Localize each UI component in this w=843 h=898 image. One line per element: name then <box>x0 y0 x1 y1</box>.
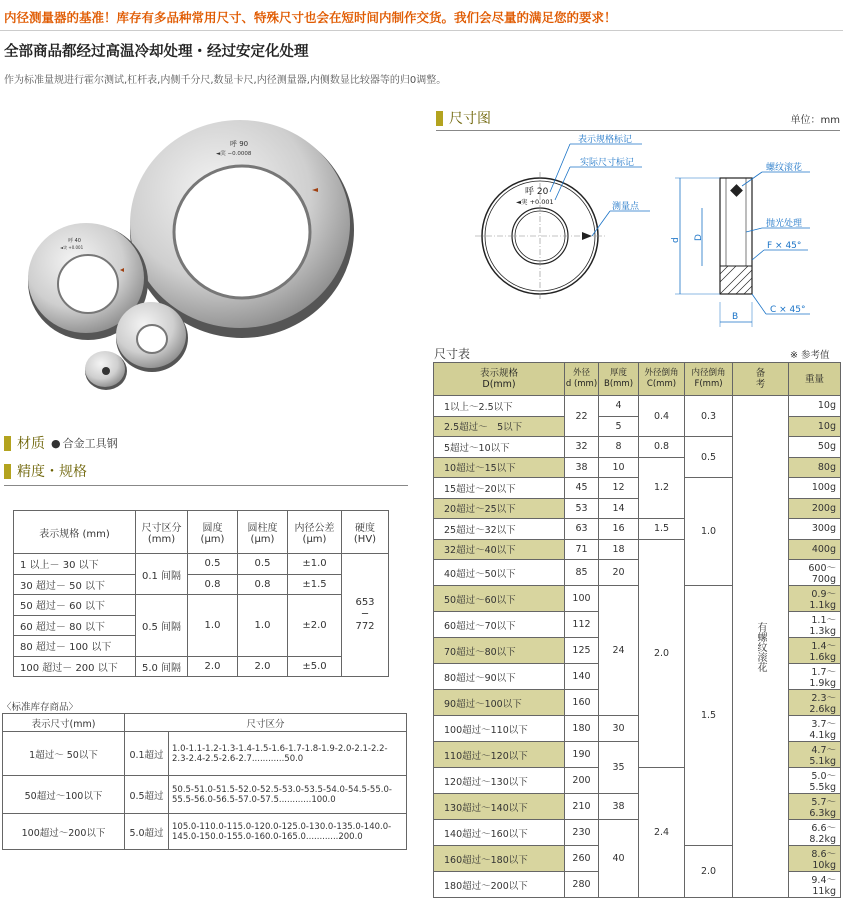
material-section <box>4 433 118 453</box>
product-photo <box>20 120 365 395</box>
weight-cell: 300g <box>789 519 841 540</box>
tolerance-cell: ±1.0 <box>288 554 342 575</box>
dim-d-inner: D <box>694 234 704 241</box>
thickness-cell: 10 <box>599 457 639 478</box>
spec-cell: 120超过～130以下 <box>434 768 565 794</box>
dim-b: B <box>732 312 739 322</box>
spec-cell: 60超过～70以下 <box>434 612 565 638</box>
table-row <box>14 554 389 575</box>
tolerance-cell: ±1.5 <box>288 574 342 595</box>
dimtable-note: ※ 参考值 <box>790 350 830 361</box>
tolerance-cell: ±5.0 <box>288 656 342 677</box>
f-cell: 2.0 <box>685 846 733 898</box>
spec-cell: 50超过～60以下 <box>434 586 565 612</box>
diagram-title: 尺寸图 <box>449 111 491 127</box>
dimtable-title: 尺寸表 <box>434 347 471 361</box>
material-title: 材质 <box>17 436 45 452</box>
thickness-cell: 35 <box>599 742 639 794</box>
col-header: 尺寸区分 (mm) <box>136 511 188 554</box>
weight-cell: 100g <box>789 478 841 499</box>
section-marker <box>4 464 11 479</box>
spec-cell: 15超过～20以下 <box>434 478 565 499</box>
spec-cell: 5超过～10以下 <box>434 437 565 458</box>
col-header: 备 考 <box>733 363 789 396</box>
weight-cell: 10g <box>789 416 841 437</box>
diagram-section-header <box>436 108 840 131</box>
unit-label: 单位：mm <box>790 114 840 126</box>
table-row <box>14 595 389 616</box>
col-header: 硬度 (HV) <box>342 511 389 554</box>
c-cell: 1.5 <box>639 519 685 540</box>
ring-mark-2: ◄実 +0.001 <box>516 198 554 206</box>
weight-cell: 2.3～2.6kg <box>789 690 841 716</box>
stock-step: 0.5超过 <box>125 776 169 814</box>
division-cell: 5.0 间隔 <box>136 656 188 677</box>
f-cell: 1.5 <box>685 586 733 846</box>
c-cell: 0.8 <box>639 437 685 458</box>
dimension-table <box>433 362 841 898</box>
thickness-cell: 8 <box>599 437 639 458</box>
spec-cell: 90超过～100以下 <box>434 690 565 716</box>
od-cell: 112 <box>565 612 599 638</box>
roundness-cell: 2.0 <box>188 656 238 677</box>
spec-cell: 2.5超过～ 5以下 <box>434 416 565 437</box>
table-row <box>3 776 407 814</box>
spec-cell: 40超过～50以下 <box>434 560 565 586</box>
spec-cell: 32超过～40以下 <box>434 539 565 560</box>
label-f: F × 45° <box>767 241 802 251</box>
roundness-cell: 0.8 <box>188 574 238 595</box>
thickness-cell: 40 <box>599 820 639 898</box>
weight-cell: 80g <box>789 457 841 478</box>
od-cell: 260 <box>565 846 599 872</box>
ring-mark-1: 呼 20 <box>525 187 549 197</box>
spec-cell: 20超过～25以下 <box>434 498 565 519</box>
material-value: 合金工具钢 <box>62 437 118 450</box>
thickness-cell: 20 <box>599 560 639 586</box>
weight-cell: 200g <box>789 498 841 519</box>
large-ring-label: 呼 90 <box>230 140 249 148</box>
spec-cell: 10超过～15以下 <box>434 457 565 478</box>
col-header: 圆度 (μm) <box>188 511 238 554</box>
tiny-ring <box>85 351 127 390</box>
table-row <box>434 396 841 417</box>
thickness-cell: 18 <box>599 539 639 560</box>
cylindricity-cell: 1.0 <box>238 595 288 657</box>
weight-cell: 1.4～1.6kg <box>789 638 841 664</box>
label-actual: 实际尺寸标记 <box>580 158 635 168</box>
thickness-cell: 4 <box>599 396 639 417</box>
spec-range: 100 超过－ 200 以下 <box>14 656 136 677</box>
table-row <box>14 656 389 677</box>
large-ring-value: ◄実 −0.0008 <box>216 151 252 157</box>
precision-title: 精度・规格 <box>17 464 87 480</box>
page-headline: 内径测量器的基准！库存有多品种常用尺寸、特殊尺寸也会在短时间内制作交货。我们会尽量的满足您的要求！ <box>4 10 617 25</box>
stock-step: 0.1超过 <box>125 732 169 776</box>
thickness-cell: 38 <box>599 794 639 820</box>
division-cell: 0.5 间隔 <box>136 595 188 657</box>
division-cell: 0.1 间隔 <box>136 554 188 595</box>
weight-cell: 5.0～5.5kg <box>789 768 841 794</box>
roundness-cell: 0.5 <box>188 554 238 575</box>
od-cell: 38 <box>565 457 599 478</box>
c-cell: 1.2 <box>639 457 685 519</box>
stock-range: 50超过～100以下 <box>3 776 125 814</box>
od-cell: 71 <box>565 539 599 560</box>
spec-cell: 180超过～200以下 <box>434 872 565 898</box>
stock-sizes: 1.0-1.1-1.2-1.3-1.4-1.5-1.6-1.7-1.8-1.9-2.0-2.1-2.2-2.3-2.4-2.5-2.6-2.7............50.0 <box>169 732 407 776</box>
section-marker <box>436 111 443 126</box>
spec-cell: 160超过～180以下 <box>434 846 565 872</box>
spec-cell: 80超过～90以下 <box>434 664 565 690</box>
cylindricity-cell: 0.8 <box>238 574 288 595</box>
cylindricity-cell: 2.0 <box>238 656 288 677</box>
weight-cell: 4.7～5.1kg <box>789 742 841 768</box>
table-row <box>3 814 407 850</box>
label-polish: 抛光处理 <box>766 219 803 229</box>
thickness-cell: 12 <box>599 478 639 499</box>
spec-range: 60 超过－ 80 以下 <box>14 615 136 636</box>
intro-text: 作为标准量规进行霍尔测试,杠杆表,内侧千分尺,数显卡尺,内径测量器,内侧数显比较器等的归0调整。 <box>4 75 447 86</box>
thickness-cell: 24 <box>599 586 639 716</box>
od-cell: 180 <box>565 716 599 742</box>
spec-cell: 70超过～80以下 <box>434 638 565 664</box>
dimension-drawing <box>470 132 840 332</box>
f-cell: 1.0 <box>685 478 733 586</box>
label-spec: 表示规格标记 <box>578 135 633 145</box>
weight-cell: 3.7～4.1kg <box>789 716 841 742</box>
spec-range: 80 超过－ 100 以下 <box>14 636 136 657</box>
col-header: 外径倒角 C(mm) <box>639 363 685 396</box>
col-header: 表示规格 D(mm) <box>434 363 565 396</box>
stock-caption: 〈标准库存商品〉 <box>2 702 79 713</box>
spec-range: 50 超过－ 60 以下 <box>14 595 136 616</box>
weight-cell: 600～700g <box>789 560 841 586</box>
precision-table <box>13 510 389 677</box>
thickness-cell: 16 <box>599 519 639 540</box>
weight-cell: 1.7～1.9kg <box>789 664 841 690</box>
thickness-cell: 5 <box>599 416 639 437</box>
weight-cell: 1.1～1.3kg <box>789 612 841 638</box>
col-header: 外径 d (mm) <box>565 363 599 396</box>
spec-range: 30 超过－ 50 以下 <box>14 574 136 595</box>
od-cell: 280 <box>565 872 599 898</box>
col-header: 厚度 B(mm) <box>599 363 639 396</box>
od-cell: 63 <box>565 519 599 540</box>
od-cell: 160 <box>565 690 599 716</box>
weight-cell: 400g <box>789 539 841 560</box>
col-header: 表示尺寸(mm) <box>3 714 125 732</box>
f-cell: 0.5 <box>685 437 733 478</box>
od-cell: 230 <box>565 820 599 846</box>
f-cell: 0.3 <box>685 396 733 437</box>
od-cell: 200 <box>565 768 599 794</box>
stock-table <box>2 713 407 850</box>
headline-divider <box>0 30 843 31</box>
od-cell: 210 <box>565 794 599 820</box>
dim-d-outer: d <box>671 237 681 243</box>
label-knurl: 螺纹滚花 <box>766 163 803 173</box>
c-cell: 2.0 <box>639 539 685 768</box>
od-cell: 22 <box>565 396 599 437</box>
weight-cell: 5.7～6.3kg <box>789 794 841 820</box>
spec-cell: 100超过～110以下 <box>434 716 565 742</box>
spec-range: 1 以上－ 30 以下 <box>14 554 136 575</box>
c-cell: 0.4 <box>639 396 685 437</box>
thickness-cell: 30 <box>599 716 639 742</box>
roundness-cell: 1.0 <box>188 595 238 657</box>
spec-cell: 110超过～120以下 <box>434 742 565 768</box>
weight-cell: 8.6～10kg <box>789 846 841 872</box>
spec-cell: 140超过～160以下 <box>434 820 565 846</box>
weight-cell: 9.4～11kg <box>789 872 841 898</box>
od-cell: 45 <box>565 478 599 499</box>
hardness-cell: 653 ─ 772 <box>342 554 389 677</box>
table-row <box>14 574 389 595</box>
od-cell: 125 <box>565 638 599 664</box>
tolerance-cell: ±2.0 <box>288 595 342 657</box>
page-subhead: 全部商品都经过高温冷却处理・经过安定化处理 <box>4 44 309 60</box>
stock-step: 5.0超过 <box>125 814 169 850</box>
od-cell: 100 <box>565 586 599 612</box>
stock-range: 1超过～ 50以下 <box>3 732 125 776</box>
remark-cell: 有螺纹滚花 <box>755 621 766 672</box>
small-ring-value: ◄実 +0.001 <box>60 245 84 250</box>
stock-sizes: 50.5-51.0-51.5-52.0-52.5-53.0-53.5-54.0-54.5-55.0-55.5-56.0-56.5-57.0-57.5............100.0 <box>169 776 407 814</box>
weight-cell: 10g <box>789 396 841 417</box>
col-header: 圆柱度 (μm) <box>238 511 288 554</box>
weight-cell: 50g <box>789 437 841 458</box>
spec-cell: 130超过～140以下 <box>434 794 565 820</box>
label-point: 测量点 <box>612 202 640 212</box>
weight-cell: 6.6～8.2kg <box>789 820 841 846</box>
od-cell: 53 <box>565 498 599 519</box>
col-header: 重量 <box>789 363 841 396</box>
od-cell: 32 <box>565 437 599 458</box>
od-cell: 140 <box>565 664 599 690</box>
col-header: 内径公差 (μm) <box>288 511 342 554</box>
spec-cell: 1以上～2.5以下 <box>434 396 565 417</box>
thickness-cell: 14 <box>599 498 639 519</box>
col-header: 内径倒角 F(mm) <box>685 363 733 396</box>
material-bullet: ● <box>51 436 61 450</box>
od-cell: 190 <box>565 742 599 768</box>
stock-range: 100超过～200以下 <box>3 814 125 850</box>
precision-section-header <box>4 461 408 486</box>
section-marker <box>4 436 11 451</box>
col-header: 尺寸区分 <box>125 714 407 732</box>
stock-sizes: 105.0-110.0-115.0-120.0-125.0-130.0-135.0-140.0-145.0-150.0-155.0-160.0-165.0............200.0 <box>169 814 407 850</box>
od-cell: 85 <box>565 560 599 586</box>
c-cell: 2.4 <box>639 768 685 898</box>
col-header: 表示规格 (mm) <box>14 511 136 554</box>
table-row <box>3 732 407 776</box>
label-c: C × 45° <box>770 305 806 315</box>
small-ring-label: 呼 40 <box>68 238 81 244</box>
spec-cell: 25超过～32以下 <box>434 519 565 540</box>
cylindricity-cell: 0.5 <box>238 554 288 575</box>
weight-cell: 0.9～1.1kg <box>789 586 841 612</box>
